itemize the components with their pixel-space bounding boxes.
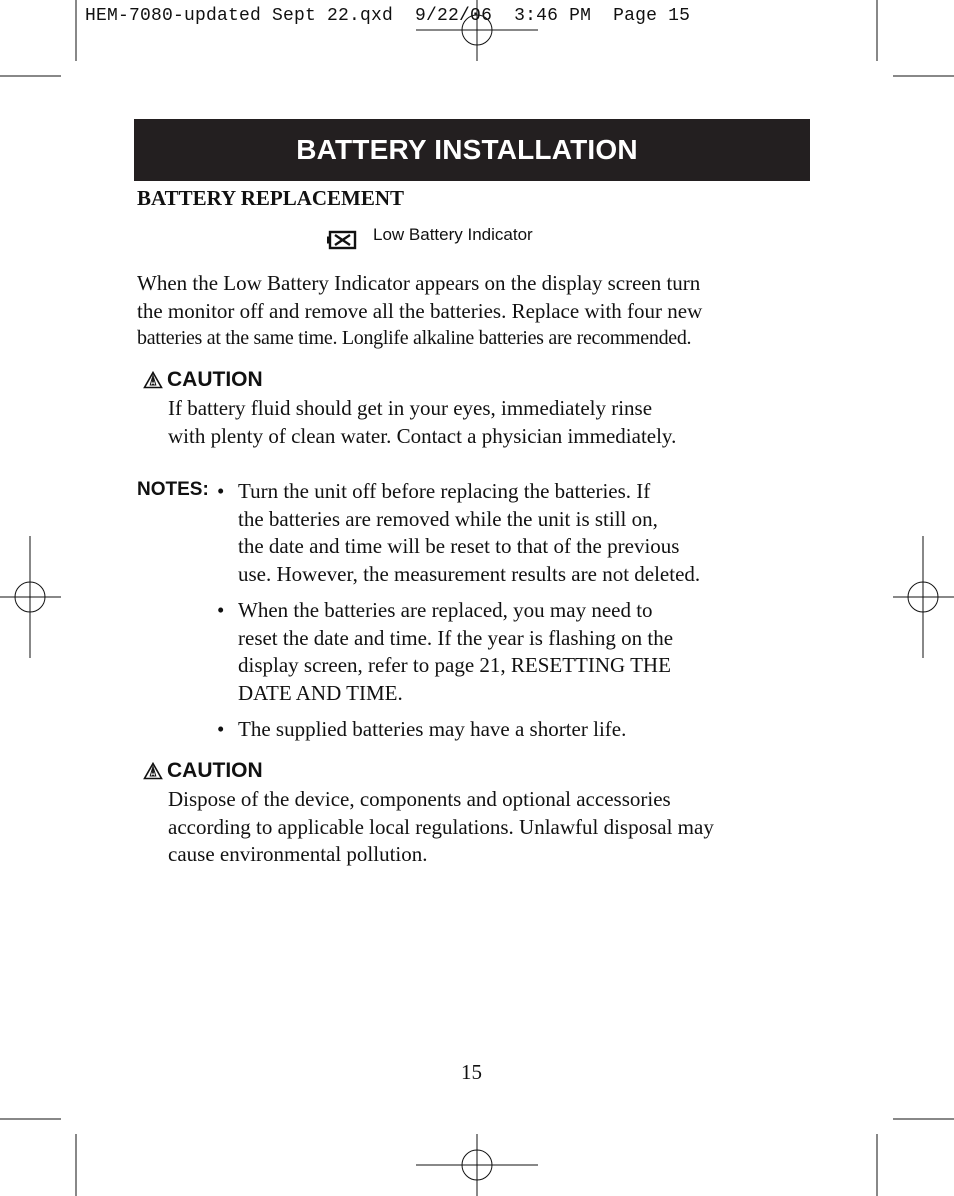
caution-heading <box>143 759 263 783</box>
intro-line: the monitor off and remove all the batteries. Replace with four new <box>137 298 703 323</box>
note-line: the date and time will be reset to that of the previous <box>238 534 680 558</box>
caution-label: CAUTION <box>167 368 263 391</box>
section-heading: BATTERY REPLACEMENT <box>137 186 405 210</box>
note-line: the batteries are removed while the unit is still on, <box>238 506 658 531</box>
note-line: display screen, refer to page 21, RESETTING THE <box>238 653 671 677</box>
intro-line: When the Low Battery Indicator appears on the display screen turn <box>137 271 701 295</box>
warning-triangle-icon <box>143 762 163 780</box>
caution-line: If battery fluid should get in your eyes, immediately rinse <box>168 396 653 420</box>
title-bar <box>134 119 810 181</box>
registration-mark-bottom <box>416 1134 538 1196</box>
note-line: reset the date and time. If the year is flashing on the <box>238 625 674 650</box>
note-item <box>238 478 700 588</box>
bullet: • <box>217 479 225 503</box>
note-item <box>238 716 626 744</box>
page-number: 15 <box>461 1060 482 1084</box>
registration-mark-right <box>893 536 954 658</box>
caution-text <box>168 395 676 450</box>
note-line: Turn the unit off before replacing the batteries. If <box>238 479 651 503</box>
low-battery-icon <box>326 228 358 252</box>
page-title: BATTERY INSTALLATION <box>296 134 638 165</box>
print-slug-line: HEM-7080-updated Sept 22.qxd 9/22/06 3:46 PM Page 15 <box>85 6 691 26</box>
intro-line: batteries at the same time. Longlife alkaline batteries are recommended. <box>137 327 692 349</box>
bullet: • <box>217 598 225 622</box>
note-line: The supplied batteries may have a shorter life. <box>238 717 627 741</box>
caution-text <box>168 786 714 869</box>
note-line: use. However, the measurement results are not deleted. <box>238 561 701 586</box>
intro-paragraph <box>137 270 702 353</box>
bullet: • <box>217 717 225 741</box>
indicator-label: Low Battery Indicator <box>373 225 533 244</box>
caution-line: with plenty of clean water. Contact a physician immediately. <box>168 423 677 448</box>
caution-line: according to applicable local regulations. Unlawful disposal may <box>168 814 714 839</box>
note-item <box>238 597 673 707</box>
note-line: When the batteries are replaced, you may need to <box>238 598 653 622</box>
registration-mark-left <box>0 536 61 658</box>
warning-triangle-icon <box>143 371 163 389</box>
caution-heading <box>143 368 263 392</box>
notes-label: NOTES: <box>137 479 209 500</box>
caution-line: Dispose of the device, components and optional accessories <box>168 787 671 811</box>
caution-label: CAUTION <box>167 759 263 782</box>
note-line: DATE AND TIME. <box>238 680 403 705</box>
caution-line: cause environmental pollution. <box>168 842 428 866</box>
